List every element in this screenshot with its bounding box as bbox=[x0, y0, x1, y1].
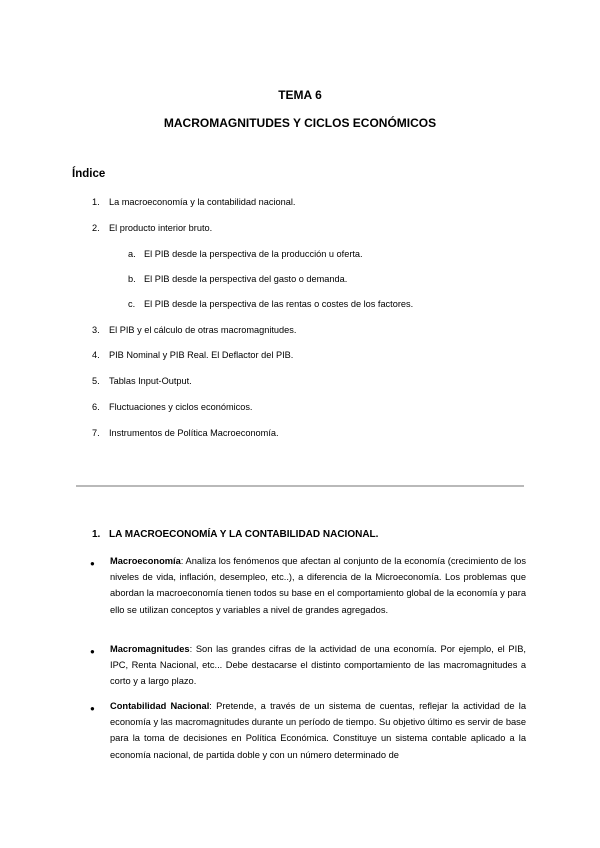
toc-text: PIB Nominal y PIB Real. El Deflactor del PIB. bbox=[109, 350, 294, 360]
bullet-icon: ● bbox=[90, 704, 95, 713]
bullet-text: : Pretende, a través de un sistema de cuentas, reflejar la actividad de la economía y las macromagnitudes durante un período de tiempo. Su objetivo último es servir de base para la toma de decisiones en Política Económica. Constituye un sistema contable aplicado a la economía nacional, de partida doble y con un número determinado de bbox=[110, 701, 526, 760]
section-title: LA MACROECONOMÍA Y LA CONTABILIDAD NACIONAL. bbox=[109, 529, 379, 540]
bullet-text: : Analiza los fenómenos que afectan al conjunto de la economía (crecimiento de los niveles de vida, inflación, desempleo, etc..), a diferencia de la Microeconomía. Los problemas que abordan la macroeconomía tienen todos su base en el comportamiento global de la economía y para ello se utilizan conceptos y variables a nivel de grandes agregados. bbox=[110, 556, 526, 615]
index-heading: Índice bbox=[72, 168, 106, 180]
toc-text: El PIB y el cálculo de otras macromagnitudes. bbox=[109, 325, 297, 335]
section-number: 1. bbox=[92, 529, 101, 540]
bullet-paragraph bbox=[110, 698, 526, 763]
bullet-paragraph bbox=[110, 641, 526, 690]
toc-number: 6. bbox=[92, 402, 100, 412]
toc-number: 4. bbox=[92, 350, 100, 360]
toc-text: El PIB desde la perspectiva de las rentas o costes de los factores. bbox=[144, 299, 414, 309]
toc-text: Tablas Input-Output. bbox=[109, 376, 192, 386]
toc-number: 1. bbox=[92, 197, 100, 207]
bullet-paragraph bbox=[110, 553, 526, 618]
toc-number: 2. bbox=[92, 223, 100, 233]
bullet-icon: ● bbox=[90, 559, 95, 568]
toc-text: El producto interior bruto. bbox=[109, 223, 213, 233]
toc-number: 3. bbox=[92, 325, 100, 335]
bullet-term: Contabilidad Nacional bbox=[110, 701, 210, 711]
bullet-term: Macromagnitudes bbox=[110, 644, 190, 654]
toc-text: El PIB desde la perspectiva de la producción u oferta. bbox=[144, 249, 363, 259]
toc-number: 7. bbox=[92, 428, 100, 438]
bullet-icon: ● bbox=[90, 647, 95, 656]
section-divider bbox=[76, 485, 524, 487]
bullet-term: Macroeconomía bbox=[110, 556, 181, 566]
toc-text: Instrumentos de Política Macroeconomía. bbox=[109, 428, 279, 438]
bullet-text: : Son las grandes cifras de la actividad de una economía. Por ejemplo, el PIB, IPC, Renta Nacional, etc... Debe destacarse el distinto comportamiento de las macromagnitudes a corto y a largo plazo. bbox=[110, 644, 526, 687]
toc-number: b. bbox=[128, 274, 136, 284]
toc-number: a. bbox=[128, 249, 136, 259]
page-subtitle: MACROMAGNITUDES Y CICLOS ECONÓMICOS bbox=[163, 116, 437, 130]
toc-text: Fluctuaciones y ciclos económicos. bbox=[109, 402, 253, 412]
toc-number: 5. bbox=[92, 376, 100, 386]
toc-text: La macroeconomía y la contabilidad nacional. bbox=[109, 197, 296, 207]
page-title: TEMA 6 bbox=[278, 88, 322, 102]
toc-number: c. bbox=[128, 299, 136, 309]
toc-text: El PIB desde la perspectiva del gasto o demanda. bbox=[144, 274, 348, 284]
